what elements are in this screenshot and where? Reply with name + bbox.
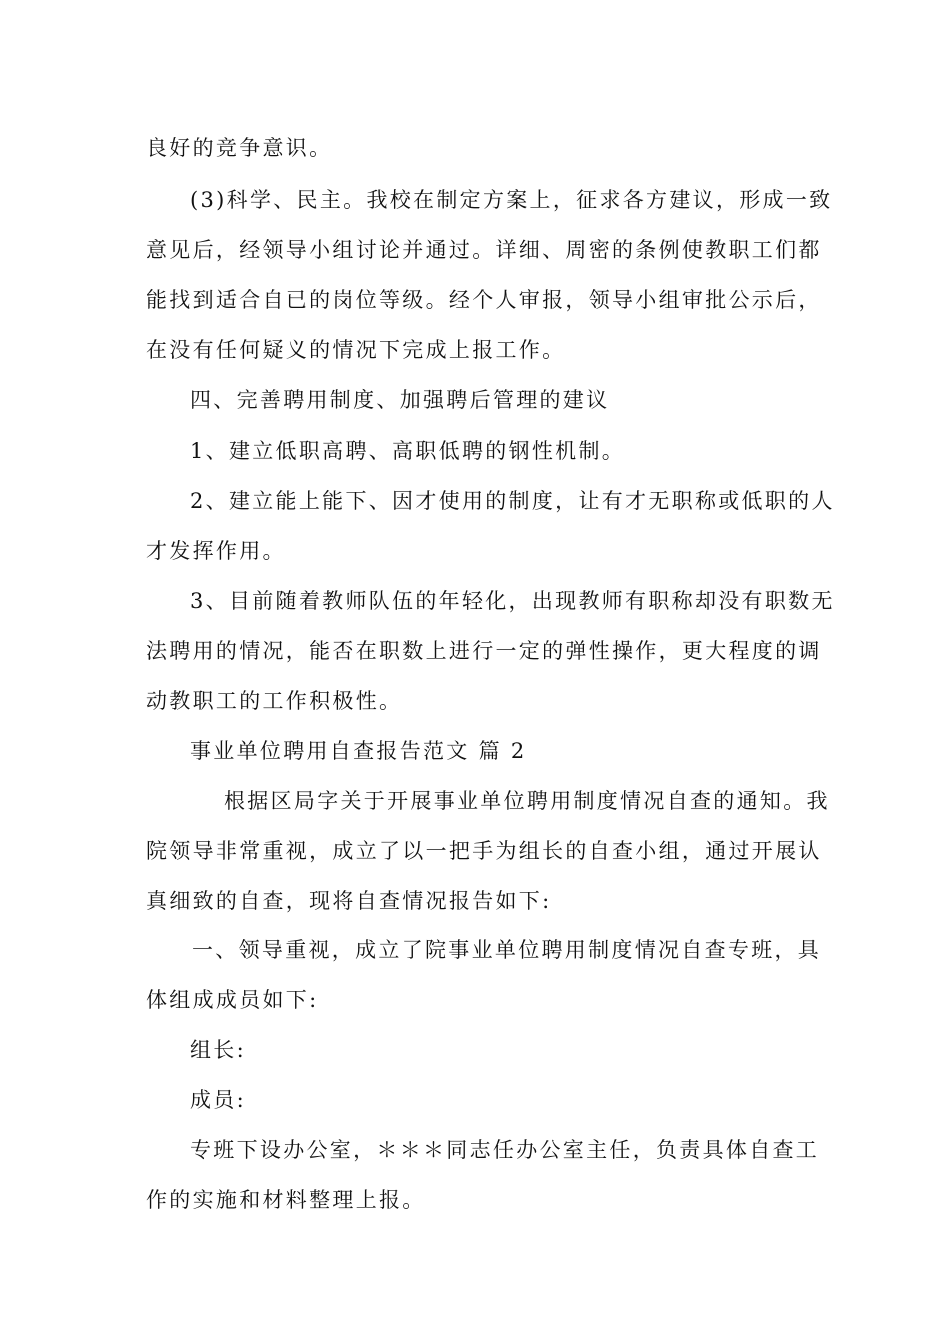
- list-item: 3、目前随着教师队伍的年轻化，出现教师有职称却没有职数无: [190, 589, 835, 613]
- paragraph-line: 良好的竞争意识。: [146, 136, 333, 160]
- paragraph-line: 法聘用的情况，能否在职数上进行一定的弹性操作，更大程度的调: [146, 639, 822, 663]
- paragraph-line: 根据区局字关于开展事业单位聘用制度情况自查的通知。我: [224, 789, 830, 813]
- paragraph-line: 一、领导重视，成立了院事业单位聘用制度情况自查专班，具: [192, 938, 822, 962]
- paragraph-line: 体组成成员如下:: [146, 988, 319, 1012]
- paragraph-line: 意见后，经领导小组讨论并通过。详细、周密的条例使教职工们都: [146, 238, 822, 262]
- list-item: 1、建立低职高聘、高职低聘的钢性机制。: [190, 439, 626, 463]
- article-title: 事业单位聘用自查报告范文 篇 2: [190, 739, 527, 763]
- paragraph-line: 才发挥作用。: [146, 539, 286, 563]
- paragraph-line: 专班下设办公室，＊＊＊同志任办公室主任，负责具体自查工: [190, 1138, 820, 1162]
- paragraph-line: 在没有任何疑义的情况下完成上报工作。: [146, 338, 566, 362]
- paragraph-line: 能找到适合自已的岗位等级。经个人审报，领导小组审批公示后，: [146, 288, 822, 312]
- section-heading: 四、完善聘用制度、加强聘后管理的建议: [190, 388, 610, 412]
- paragraph-line: 院领导非常重视，成立了以一把手为组长的自查小组，通过开展认: [146, 839, 822, 863]
- team-members-label: 成员:: [190, 1088, 246, 1112]
- paragraph-line: (3)科学、民主。我校在制定方案上，征求各方建议，形成一致: [190, 188, 833, 212]
- list-item: 2、建立能上能下、因才使用的制度，让有才无职称或低职的人: [190, 489, 835, 513]
- team-leader-label: 组长:: [190, 1038, 246, 1062]
- paragraph-line: 真细致的自查，现将自查情况报告如下:: [146, 889, 552, 913]
- paragraph-line: 动教职工的工作积极性。: [146, 689, 403, 713]
- paragraph-line: 作的实施和材料整理上报。: [146, 1188, 426, 1212]
